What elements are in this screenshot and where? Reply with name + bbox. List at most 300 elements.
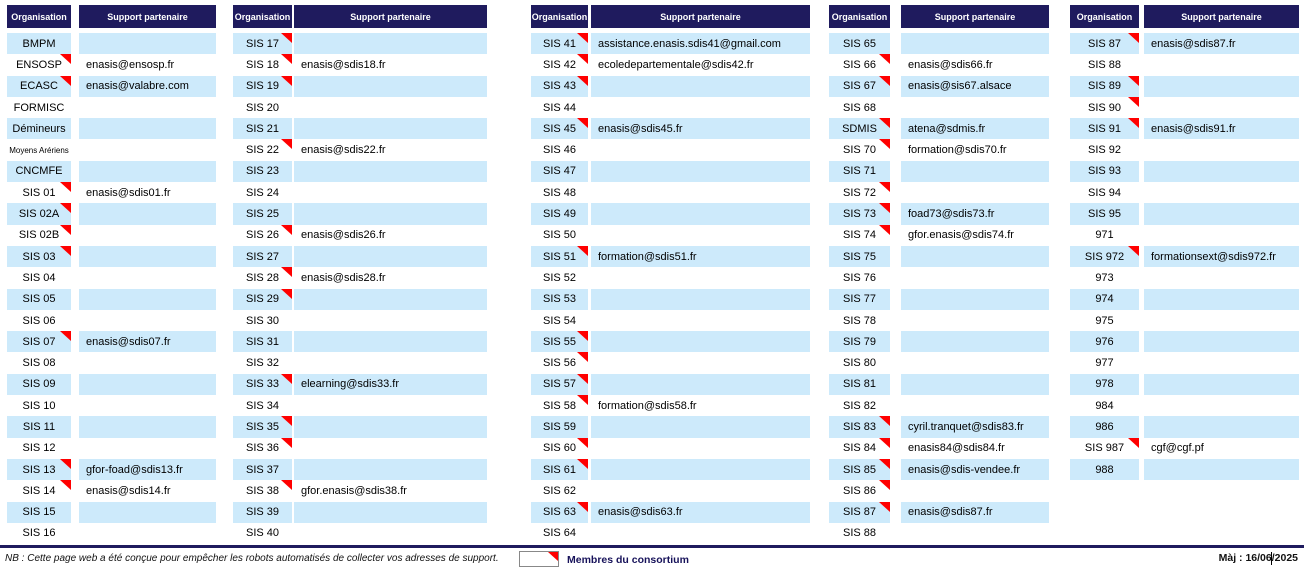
- support-email: enasis@sis67.alsace: [908, 80, 1012, 93]
- support-cell: [79, 33, 216, 54]
- organisation-cell: [233, 118, 292, 139]
- support-cell: [294, 182, 487, 203]
- member-marker-icon: [281, 139, 292, 149]
- member-marker-icon: [281, 33, 292, 43]
- organisation-label: 973: [1095, 271, 1114, 284]
- support-cell: [901, 289, 1049, 310]
- support-cell: [294, 502, 487, 523]
- organisation-label: SIS 24: [245, 186, 280, 199]
- support-cell: [901, 374, 1049, 395]
- organisation-header: Organisation: [1070, 5, 1139, 28]
- support-cell: [79, 523, 216, 544]
- organisation-label: ECASC: [20, 80, 58, 93]
- organisation-cell: [7, 182, 71, 203]
- support-cell: [901, 395, 1049, 416]
- support-email: enasis@sdis91.fr: [1151, 122, 1236, 135]
- member-marker-icon: [60, 480, 71, 490]
- support-cell: [901, 54, 1049, 75]
- organisation-label: SIS 10: [22, 399, 56, 412]
- organisation-cell: [829, 54, 890, 75]
- support-cell: [294, 480, 487, 501]
- support-cell: [294, 33, 487, 54]
- organisation-cell: [233, 161, 292, 182]
- support-cell: [79, 502, 216, 523]
- organisation-cell: [233, 395, 292, 416]
- support-cell: [79, 289, 216, 310]
- organisation-label: SIS 38: [245, 484, 280, 497]
- organisation-label: SIS 42: [542, 58, 577, 71]
- organisation-cell: [1070, 310, 1139, 331]
- organisation-cell: [1070, 331, 1139, 352]
- organisation-label: SIS 02A: [18, 208, 60, 221]
- support-email: atena@sdmis.fr: [908, 122, 986, 135]
- organisation-cell: [7, 480, 71, 501]
- support-email: gfor.enasis@sdis38.fr: [301, 484, 407, 497]
- support-cell: [1144, 97, 1299, 118]
- member-marker-icon: [879, 416, 890, 426]
- support-cell: [294, 161, 487, 182]
- member-marker-icon: [60, 246, 71, 256]
- organisation-label: SIS 14: [22, 484, 56, 497]
- organisation-label: 975: [1095, 314, 1114, 327]
- support-email: enasis@ensosp.fr: [86, 58, 175, 71]
- support-cell: [1144, 54, 1299, 75]
- organisation-cell: [531, 203, 588, 224]
- organisation-label: SIS 35: [245, 420, 280, 433]
- organisation-label: SIS 61: [542, 463, 577, 476]
- organisation-cell: [1070, 289, 1139, 310]
- member-marker-icon: [577, 459, 588, 469]
- organisation-cell: [233, 459, 292, 480]
- organisation-label: SIS 07: [22, 335, 56, 348]
- support-cell: [1144, 352, 1299, 373]
- member-marker-icon: [577, 33, 588, 43]
- organisation-cell: [233, 267, 292, 288]
- member-marker-icon: [577, 395, 588, 405]
- organisation-label: SIS 52: [542, 271, 577, 284]
- organisation-label: 984: [1095, 399, 1114, 412]
- organisation-cell: [829, 395, 890, 416]
- support-cell: [591, 203, 810, 224]
- member-marker-icon: [577, 118, 588, 128]
- organisation-column: [1070, 5, 1139, 480]
- organisation-cell: [531, 523, 588, 544]
- organisation-label: SIS 09: [22, 378, 56, 391]
- member-marker-icon: [577, 331, 588, 341]
- support-cell: [591, 352, 810, 373]
- member-marker-icon: [1128, 76, 1139, 86]
- organisation-label: SIS 88: [842, 527, 877, 540]
- organisation-cell: [531, 33, 588, 54]
- support-cell: [79, 416, 216, 437]
- support-cell: [79, 267, 216, 288]
- support-cell: [1144, 118, 1299, 139]
- organisation-cell: [1070, 395, 1139, 416]
- organisation-label: SIS 08: [22, 357, 56, 370]
- support-email: enasis@sdis-vendee.fr: [908, 463, 1021, 476]
- member-marker-icon: [577, 246, 588, 256]
- legend-label: Membres du consortium: [567, 554, 689, 566]
- organisation-cell: [829, 161, 890, 182]
- organisation-label: SIS 63: [542, 506, 577, 519]
- organisation-column: [233, 5, 292, 544]
- organisation-cell: [7, 395, 71, 416]
- organisation-cell: [531, 374, 588, 395]
- organisation-cell: [1070, 459, 1139, 480]
- organisation-label: SIS 56: [542, 357, 577, 370]
- organisation-cell: [233, 139, 292, 160]
- organisation-label: SIS 68: [842, 101, 877, 114]
- organisation-label: SIS 04: [22, 271, 56, 284]
- support-cell: [1144, 76, 1299, 97]
- support-email: enasis@sdis87.fr: [908, 506, 993, 519]
- organisation-cell: [829, 459, 890, 480]
- text-cursor: [1271, 552, 1272, 565]
- support-cell: [901, 267, 1049, 288]
- support-cell: [591, 161, 810, 182]
- support-cell: [1144, 289, 1299, 310]
- organisation-label: SIS 74: [842, 229, 877, 242]
- support-email: gfor-foad@sdis13.fr: [86, 463, 183, 476]
- organisation-label: SIS 41: [542, 37, 577, 50]
- support-cell: [1144, 225, 1299, 246]
- support-cell: [591, 502, 810, 523]
- organisation-label: SIS 87: [842, 506, 877, 519]
- support-cell: [591, 33, 810, 54]
- support-cell: [79, 480, 216, 501]
- organisation-cell: [829, 267, 890, 288]
- support-cell: [591, 310, 810, 331]
- organisation-cell: [1070, 225, 1139, 246]
- organisation-cell: [1070, 139, 1139, 160]
- organisation-cell: [829, 502, 890, 523]
- organisation-label: SIS 23: [245, 165, 280, 178]
- organisation-cell: [233, 246, 292, 267]
- organisation-label: SIS 71: [842, 165, 877, 178]
- support-cell: [901, 480, 1049, 501]
- organisation-label: SIS 34: [245, 399, 280, 412]
- organisation-cell: [531, 54, 588, 75]
- support-cell: [901, 310, 1049, 331]
- organisation-column: [7, 5, 71, 544]
- support-cell: [1144, 395, 1299, 416]
- support-email: assistance.enasis.sdis41@gmail.com: [598, 37, 781, 50]
- organisation-label: SIS 79: [842, 335, 877, 348]
- organisation-cell: [233, 480, 292, 501]
- organisation-cell: [233, 54, 292, 75]
- organisation-label: SIS 87: [1087, 37, 1122, 50]
- organisation-label: SIS 66: [842, 58, 877, 71]
- organisation-label: SIS 43: [542, 80, 577, 93]
- organisation-label: SIS 02B: [18, 229, 60, 242]
- support-email: ecoledepartementale@sdis42.fr: [598, 58, 754, 71]
- organisation-cell: [7, 331, 71, 352]
- member-marker-icon: [281, 76, 292, 86]
- organisation-label: SIS 81: [842, 378, 877, 391]
- support-cell: [901, 352, 1049, 373]
- support-cell: [901, 438, 1049, 459]
- organisation-label: SIS 53: [542, 293, 577, 306]
- organisation-label: SIS 12: [22, 442, 56, 455]
- organisation-cell: [531, 267, 588, 288]
- organisation-label: 986: [1095, 420, 1114, 433]
- organisation-cell: [7, 203, 71, 224]
- organisation-label: CNCMFE: [15, 165, 63, 178]
- member-marker-icon: [577, 502, 588, 512]
- organisation-cell: [531, 310, 588, 331]
- support-cell: [294, 352, 487, 373]
- support-cell: [1144, 459, 1299, 480]
- organisation-cell: [829, 246, 890, 267]
- organisation-label: SIS 01: [22, 186, 56, 199]
- organisation-cell: [7, 225, 71, 246]
- organisation-cell: [829, 225, 890, 246]
- support-header: Support partenaire: [901, 5, 1049, 28]
- member-marker-icon: [281, 225, 292, 235]
- member-marker-icon: [577, 76, 588, 86]
- organisation-label: SIS 54: [542, 314, 577, 327]
- organisation-label: SIS 03: [22, 250, 56, 263]
- organisation-cell: [829, 310, 890, 331]
- organisation-cell: [7, 246, 71, 267]
- organisation-cell: [233, 331, 292, 352]
- support-cell: [591, 118, 810, 139]
- support-cell: [294, 203, 487, 224]
- organisation-cell: [531, 161, 588, 182]
- support-cell: [79, 459, 216, 480]
- legend-member-swatch: [519, 551, 559, 567]
- organisation-cell: [531, 246, 588, 267]
- support-cell: [901, 502, 1049, 523]
- organisation-label: SIS 80: [842, 357, 877, 370]
- organisation-cell: [233, 310, 292, 331]
- organisation-label: SIS 70: [842, 144, 877, 157]
- organisation-cell: [829, 438, 890, 459]
- support-cell: [1144, 161, 1299, 182]
- support-email: enasis@valabre.com: [86, 80, 189, 93]
- organisation-cell: [1070, 76, 1139, 97]
- support-cell: [294, 225, 487, 246]
- organisation-cell: [829, 352, 890, 373]
- organisation-label: Démineurs: [12, 122, 66, 135]
- member-marker-icon: [577, 438, 588, 448]
- support-cell: [294, 246, 487, 267]
- support-email: enasis@sdis87.fr: [1151, 37, 1236, 50]
- organisation-cell: [531, 438, 588, 459]
- organisation-cell: [7, 459, 71, 480]
- organisation-label: SIS 39: [245, 506, 280, 519]
- organisation-cell: [233, 374, 292, 395]
- support-cell: [1144, 182, 1299, 203]
- organisation-label: SIS 11: [22, 420, 56, 433]
- support-cell: [294, 331, 487, 352]
- organisation-label: SIS 32: [245, 357, 280, 370]
- organisation-label: 974: [1095, 293, 1114, 306]
- organisation-cell: [1070, 118, 1139, 139]
- support-email: enasis@sdis66.fr: [908, 58, 993, 71]
- organisation-cell: [1070, 246, 1139, 267]
- organisation-cell: [233, 97, 292, 118]
- organisation-cell: [1070, 182, 1139, 203]
- support-cell: [901, 76, 1049, 97]
- organisation-label: SIS 64: [542, 527, 577, 540]
- support-cell: [1144, 438, 1299, 459]
- member-marker-icon: [879, 118, 890, 128]
- support-column: [901, 5, 1049, 544]
- member-marker-icon: [879, 480, 890, 490]
- support-cell: [901, 97, 1049, 118]
- organisation-label: SIS 40: [245, 527, 280, 540]
- organisation-label: SIS 33: [245, 378, 280, 391]
- support-header: Support partenaire: [591, 5, 810, 28]
- organisation-label: SIS 05: [22, 293, 56, 306]
- organisation-cell: [233, 33, 292, 54]
- support-cell: [1144, 331, 1299, 352]
- organisation-cell: [531, 139, 588, 160]
- support-cell: [79, 54, 216, 75]
- organisation-label: SIS 76: [842, 271, 877, 284]
- organisation-label: SIS 83: [842, 420, 877, 433]
- support-cell: [79, 352, 216, 373]
- organisation-label: SIS 91: [1087, 122, 1122, 135]
- member-marker-icon: [879, 139, 890, 149]
- support-cell: [901, 33, 1049, 54]
- organisation-cell: [233, 438, 292, 459]
- organisation-header: Organisation: [7, 5, 71, 28]
- organisation-label: SIS 46: [542, 144, 577, 157]
- organisation-label: SIS 15: [22, 506, 56, 519]
- support-cell: [901, 331, 1049, 352]
- organisation-label: 977: [1095, 357, 1114, 370]
- organisation-cell: [829, 203, 890, 224]
- organisation-cell: [531, 118, 588, 139]
- organisation-label: SIS 62: [542, 484, 577, 497]
- support-cell: [591, 374, 810, 395]
- organisation-label: SIS 972: [1084, 250, 1125, 263]
- member-marker-icon: [879, 225, 890, 235]
- member-marker-icon: [879, 438, 890, 448]
- organisation-label: SIS 44: [542, 101, 577, 114]
- member-marker-icon: [281, 438, 292, 448]
- support-email: formation@sdis58.fr: [598, 399, 697, 412]
- organisation-cell: [531, 289, 588, 310]
- organisation-cell: [1070, 267, 1139, 288]
- support-email: cgf@cgf.pf: [1151, 442, 1204, 455]
- support-cell: [1144, 416, 1299, 437]
- organisation-cell: [829, 139, 890, 160]
- support-email: enasis@sdis07.fr: [86, 335, 171, 348]
- organisation-label: SIS 67: [842, 80, 877, 93]
- organisation-label: SIS 60: [542, 442, 577, 455]
- member-marker-icon: [60, 203, 71, 213]
- member-marker-icon: [60, 182, 71, 192]
- support-cell: [79, 76, 216, 97]
- support-cell: [294, 395, 487, 416]
- organisation-label: SIS 73: [842, 208, 877, 221]
- organisation-cell: [233, 416, 292, 437]
- support-cell: [591, 480, 810, 501]
- organisation-label: Moyens Arériens: [9, 145, 69, 155]
- support-cell: [901, 118, 1049, 139]
- support-cell: [79, 161, 216, 182]
- support-header: Support partenaire: [294, 5, 487, 28]
- organisation-label: SIS 27: [245, 250, 280, 263]
- support-cell: [591, 246, 810, 267]
- member-marker-icon: [879, 459, 890, 469]
- organisation-cell: [1070, 438, 1139, 459]
- organisation-cell: [531, 352, 588, 373]
- organisation-label: SIS 22: [245, 144, 280, 157]
- support-cell: [294, 76, 487, 97]
- support-email: formation@sdis51.fr: [598, 250, 697, 263]
- member-marker-icon: [879, 182, 890, 192]
- support-email: enasis@sdis63.fr: [598, 506, 683, 519]
- organisation-cell: [7, 289, 71, 310]
- organisation-label: SIS 65: [842, 37, 877, 50]
- organisation-cell: [829, 523, 890, 544]
- support-cell: [1144, 139, 1299, 160]
- organisation-label: SIS 49: [542, 208, 577, 221]
- support-email: enasis@sdis45.fr: [598, 122, 683, 135]
- organisation-label: BMPM: [22, 37, 56, 50]
- member-marker-icon: [60, 76, 71, 86]
- organisation-label: SIS 78: [842, 314, 877, 327]
- member-marker-icon: [879, 203, 890, 213]
- member-marker-icon: [60, 225, 71, 235]
- organisation-cell: [7, 33, 71, 54]
- organisation-header: Organisation: [829, 5, 890, 28]
- organisation-cell: [7, 352, 71, 373]
- organisation-cell: [233, 289, 292, 310]
- organisation-label: SIS 45: [542, 122, 577, 135]
- organisation-label: 978: [1095, 378, 1114, 391]
- organisation-label: SIS 58: [542, 399, 577, 412]
- member-marker-icon: [879, 502, 890, 512]
- organisation-label: FORMISC: [13, 101, 65, 114]
- support-column: [294, 5, 487, 544]
- organisation-label: SIS 37: [245, 463, 280, 476]
- organisation-label: SIS 36: [245, 442, 280, 455]
- support-email: enasis84@sdis84.fr: [908, 442, 1005, 455]
- organisation-label: SIS 29: [245, 293, 280, 306]
- organisation-column: [531, 5, 588, 544]
- organisation-label: SIS 77: [842, 293, 877, 306]
- organisation-label: SIS 20: [245, 101, 280, 114]
- support-cell: [79, 203, 216, 224]
- support-email: enasis@sdis18.fr: [301, 58, 386, 71]
- organisation-label: SIS 31: [245, 335, 280, 348]
- organisation-cell: [7, 76, 71, 97]
- organisation-label: SIS 72: [842, 186, 877, 199]
- support-cell: [591, 54, 810, 75]
- organisation-cell: [7, 374, 71, 395]
- organisation-label: SIS 82: [842, 399, 877, 412]
- organisation-cell: [829, 416, 890, 437]
- organisation-cell: [829, 182, 890, 203]
- organisation-label: SIS 92: [1087, 144, 1122, 157]
- organisation-label: SIS 90: [1087, 101, 1122, 114]
- organisation-label: SIS 88: [1087, 58, 1122, 71]
- member-marker-icon: [1128, 246, 1139, 256]
- organisation-cell: [829, 97, 890, 118]
- support-cell: [591, 523, 810, 544]
- member-marker-icon: [1128, 438, 1139, 448]
- organisation-label: ENSOSP: [16, 58, 62, 71]
- organisation-label: 988: [1095, 463, 1114, 476]
- organisation-cell: [233, 182, 292, 203]
- organisation-label: SIS 06: [22, 314, 56, 327]
- organisation-cell: [7, 502, 71, 523]
